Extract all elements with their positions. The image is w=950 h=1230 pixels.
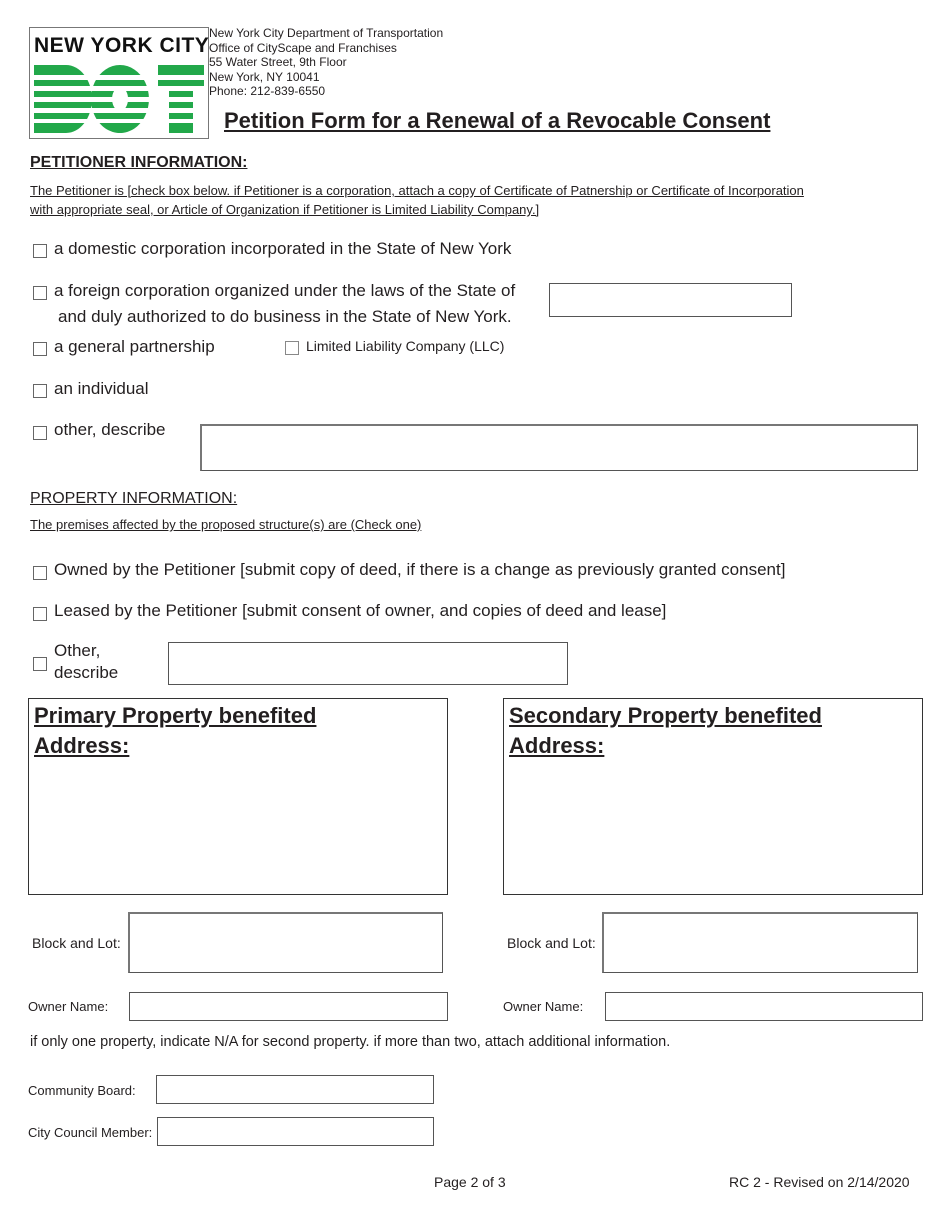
option-foreign-corporation-cont: and duly authorized to do business in the State of New York. [58, 307, 512, 326]
agency-office: Office of CityScape and Franchises [209, 40, 397, 55]
petitioner-instruction-1: The Petitioner is [check box below. if Petitioner is a corporation, attach a copy of Certificate of Patnership or Certificate of Incorporation [30, 183, 804, 198]
primary-block-lot-field[interactable] [128, 912, 443, 973]
option-leased: Leased by the Petitioner [submit consent of owner, and copies of deed and lease] [54, 601, 667, 620]
other-petitioner-field[interactable] [200, 424, 918, 471]
petitioner-instruction-2: with appropriate seal, or Article of Organization if Petitioner is Limited Liability Company.] [30, 202, 540, 217]
petitioner-heading: PETITIONER INFORMATION: [30, 154, 248, 171]
form-title: Petition Form for a Renewal of a Revocable Consent [224, 108, 771, 133]
checkbox-leased[interactable] [33, 607, 47, 621]
agency-city: New York, NY 10041 [209, 69, 320, 84]
checkbox-general-partnership[interactable] [33, 342, 47, 356]
agency-phone: Phone: 212-839-6550 [209, 84, 326, 98]
secondary-address-label: Address: [509, 733, 605, 758]
option-owned: Owned by the Petitioner [submit copy of deed, if there is a change as previously granted consent] [54, 560, 786, 579]
checkbox-domestic-corporation[interactable] [33, 244, 47, 258]
primary-address-label: Address: [34, 733, 130, 758]
logo-top-text: NEW YORK CITY [34, 34, 210, 57]
checkbox-individual[interactable] [33, 384, 47, 398]
council-member-label: City Council Member: [28, 1125, 153, 1140]
nyc-dot-logo [29, 27, 209, 139]
option-other-property: Other, [54, 641, 101, 660]
secondary-property-box[interactable] [503, 698, 923, 895]
community-board-label: Community Board: [28, 1083, 136, 1098]
checkbox-llc[interactable] [285, 341, 299, 355]
secondary-block-lot-label: Block and Lot: [507, 935, 596, 951]
option-individual: an individual [54, 379, 149, 398]
property-note: if only one property, indicate N/A for second property. if more than two, attach additional information. [30, 1034, 671, 1050]
option-other-property-cont: describe [54, 663, 119, 682]
foreign-state-field[interactable] [549, 283, 792, 317]
checkbox-other-property[interactable] [33, 657, 47, 671]
secondary-property-heading: Secondary Property benefited [509, 703, 822, 728]
primary-block-lot-label: Block and Lot: [32, 935, 121, 951]
checkbox-other-petitioner[interactable] [33, 426, 47, 440]
option-foreign-corporation: a foreign corporation organized under the laws of the State of [54, 281, 516, 300]
page-number: Page 2 of 3 [434, 1174, 506, 1190]
property-heading: PROPERTY INFORMATION: [30, 490, 238, 507]
agency-street: 55 Water Street, 9th Floor [209, 55, 347, 69]
council-member-field[interactable] [157, 1117, 434, 1146]
option-domestic-corporation: a domestic corporation incorporated in the State of New York [54, 239, 512, 258]
option-llc: Limited Liability Company (LLC) [306, 338, 505, 354]
checkbox-owned[interactable] [33, 566, 47, 580]
primary-owner-field[interactable] [129, 992, 448, 1021]
option-other-petitioner: other, describe [54, 420, 166, 439]
other-property-field[interactable] [168, 642, 568, 685]
primary-property-box[interactable] [28, 698, 448, 895]
checkbox-foreign-corporation[interactable] [33, 286, 47, 300]
option-general-partnership: a general partnership [54, 337, 215, 356]
dot-logo-mark [34, 65, 204, 133]
agency-name: New York City Department of Transportation [209, 26, 444, 40]
primary-owner-label: Owner Name: [28, 999, 109, 1014]
secondary-owner-field[interactable] [605, 992, 923, 1021]
primary-property-heading: Primary Property benefited [34, 703, 317, 728]
revision-note: RC 2 - Revised on 2/14/2020 [729, 1174, 910, 1190]
property-instruction: The premises affected by the proposed structure(s) are (Check one) [30, 517, 422, 532]
secondary-owner-label: Owner Name: [503, 999, 584, 1014]
community-board-field[interactable] [156, 1075, 434, 1104]
secondary-block-lot-field[interactable] [602, 912, 918, 973]
